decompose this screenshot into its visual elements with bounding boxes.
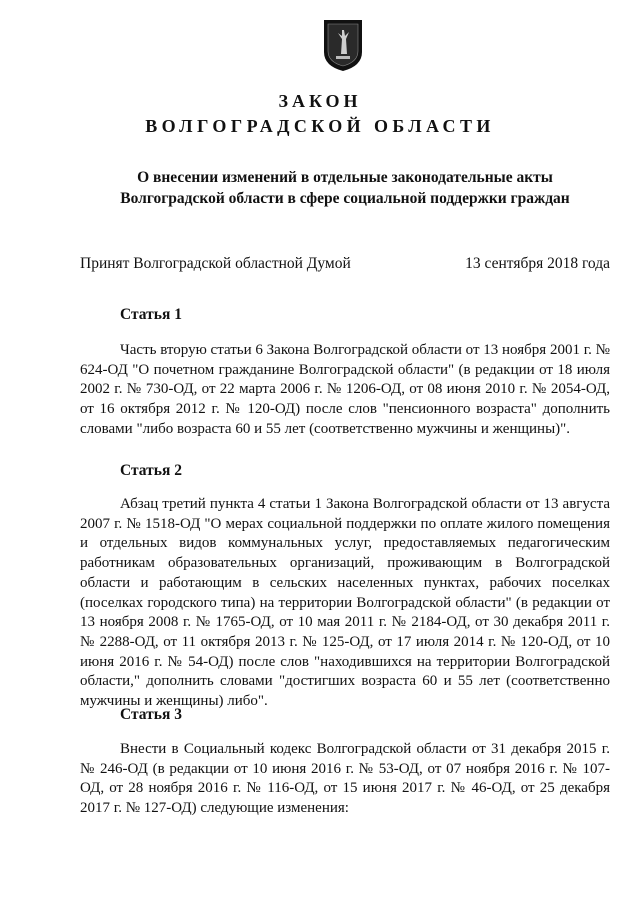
adopted-by: Принят Волгоградской областной Думой bbox=[80, 255, 351, 272]
document-title: ЗАКОН bbox=[278, 91, 362, 111]
document-title-region: ВОЛГОГРАДСКОЙ ОБЛАСТИ bbox=[145, 116, 495, 136]
article-2-heading: Статья 2 bbox=[120, 462, 182, 479]
article-3-heading: Статья 3 bbox=[120, 706, 182, 723]
coat-of-arms-emblem bbox=[322, 18, 364, 72]
adoption-date: 13 сентября 2018 года bbox=[465, 255, 610, 272]
article-1-text: Часть вторую статьи 6 Закона Волгоградской области от 13 ноября 2001 г. № 624-ОД "О почетном гражданине Волгоградской области" (в редакции от 18 июля 2002 г. № 730-ОД, от 22 марта 2006 г. № 1206-ОД, от 08 июня 2010 г. № 2054-ОД, от 16 октября 2012 г. № 120-ОД) после слов "пенсионного возраста" дополнить словами "либо возраста 60 и 55 лет (соответственно мужчины и женщины)". bbox=[80, 342, 610, 437]
article-2-text: Абзац третий пункта 4 статьи 1 Закона Волгоградской области от 13 августа 2007 г. № 1518-ОД "О мерах социальной поддержки по оплате жилого помещения и отдельных видов коммунальных услуг, предоставляемых педагогическим работникам образовательных организаций, проживающим в Волгоградской области и работающим в сельских населенных пунктах, рабочих поселках (поселках городского типа) на территории Волгоградской области" (в редакции от 13 ноября 2008 г. № 1765-ОД, от 10 мая 2011 г. № 2184-ОД, от 30 декабря 2011 г. № 2288-ОД, от 11 октября 2013 г. № 125-ОД, от 17 июля 2014 г. № 120-ОД, от 10 июня 2016 г. № 54-ОД) после слов "находившихся на территории Волгоградской области," дополнить словами "достигших возраста 60 и 55 лет (соответственно мужчины и женщины) либо". bbox=[80, 496, 610, 710]
article-1-heading: Статья 1 bbox=[120, 306, 182, 323]
subtitle-line-2: Волгоградской области в сфере социальной поддержки граждан bbox=[120, 190, 570, 207]
subtitle-line-1: О внесении изменений в отдельные законодательные акты bbox=[137, 169, 553, 186]
document-subtitle bbox=[80, 167, 610, 209]
article-3-text: Внести в Социальный кодекс Волгоградской области от 31 декабря 2015 г. № 246-ОД (в редакции от 10 июня 2016 г. № 53-ОД, от 07 ноября 2016 г. № 107-ОД, от 28 ноября 2016 г. № 116-ОД, от 15 июня 2017 г. № 46-ОД, от 25 декабря 2017 г. № 127-ОД) следующие изменения: bbox=[80, 741, 610, 817]
